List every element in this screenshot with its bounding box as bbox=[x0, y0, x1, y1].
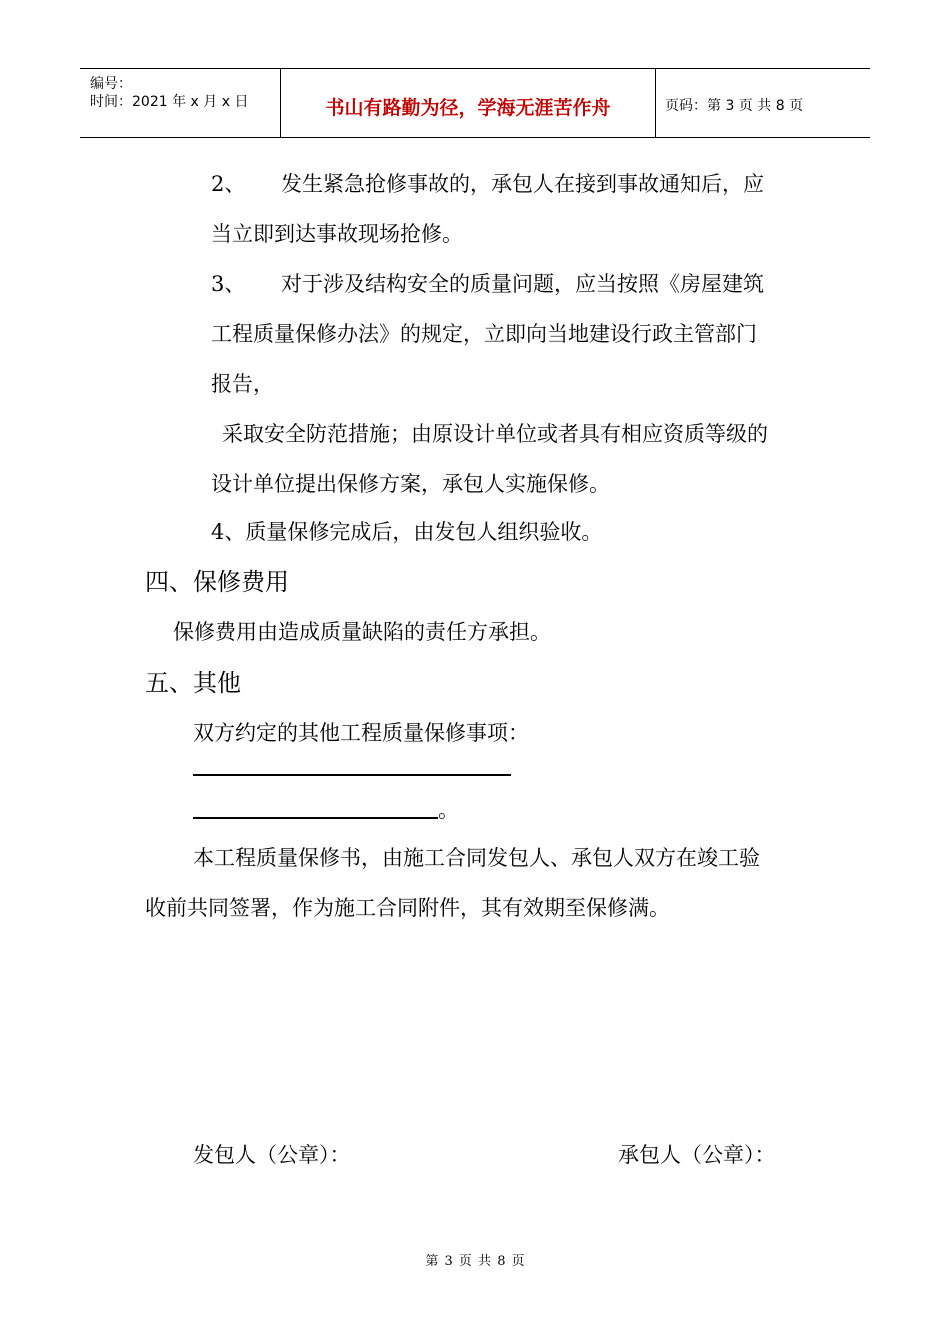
contractor-seal-label: 承包人（公章）： bbox=[618, 1143, 776, 1167]
header-meta-cell bbox=[80, 69, 280, 137]
blank-line-2 bbox=[193, 817, 438, 819]
header-motto-cell bbox=[280, 69, 656, 137]
item-4: 4、质量保修完成后，由发包人组织验收。 bbox=[211, 520, 603, 544]
item-3-line-2: 工程质量保修办法》的规定，立即向当地建设行政主管部门 bbox=[211, 322, 757, 346]
item-2-line-1: 发生紧急抢修事故的，承包人在接到事故通知后，应 bbox=[281, 172, 764, 196]
document-number-label: 编号： bbox=[90, 76, 132, 92]
item-2-line-2: 当立即到达事故现场抢修。 bbox=[211, 222, 463, 246]
header-page-number: 页码：第 3 页 共 8 页 bbox=[665, 98, 804, 114]
employer-seal-label: 发包人（公章）： bbox=[193, 1143, 351, 1167]
section-4-text: 保修费用由造成质量缺陷的责任方承担。 bbox=[173, 620, 551, 644]
section-4-title: 四、保修费用 bbox=[145, 568, 289, 596]
blank-line-1 bbox=[193, 774, 511, 776]
item-3-line-3: 报告， bbox=[211, 372, 274, 396]
document-date-label: 时间：2021 年 x 月 x 日 bbox=[90, 94, 249, 110]
header-page-cell bbox=[655, 69, 870, 137]
closing-line-1: 本工程质量保修书，由施工合同发包人、承包人双方在竣工验 bbox=[193, 846, 760, 870]
page-footer: 第 3 页 共 8 页 bbox=[425, 1254, 525, 1269]
item-3-line-1: 对于涉及结构安全的质量问题，应当按照《房屋建筑 bbox=[281, 272, 764, 296]
section-5-text: 双方约定的其他工程质量保修事项： bbox=[193, 721, 529, 745]
item-2-number: 2、 bbox=[211, 172, 246, 196]
page-header bbox=[80, 68, 870, 138]
item-3-line-4: 采取安全防范措施；由原设计单位或者具有相应资质等级的 bbox=[222, 422, 768, 446]
blank-line-period: 。 bbox=[438, 798, 459, 822]
header-motto: 书山有路勤为径，学海无涯苦作舟 bbox=[325, 97, 611, 119]
item-3-number: 3、 bbox=[211, 272, 246, 296]
closing-line-2: 收前共同签署，作为施工合同附件，其有效期至保修满。 bbox=[145, 896, 670, 920]
section-5-title: 五、其他 bbox=[145, 669, 241, 697]
item-3-line-5: 设计单位提出保修方案，承包人实施保修。 bbox=[211, 472, 610, 496]
